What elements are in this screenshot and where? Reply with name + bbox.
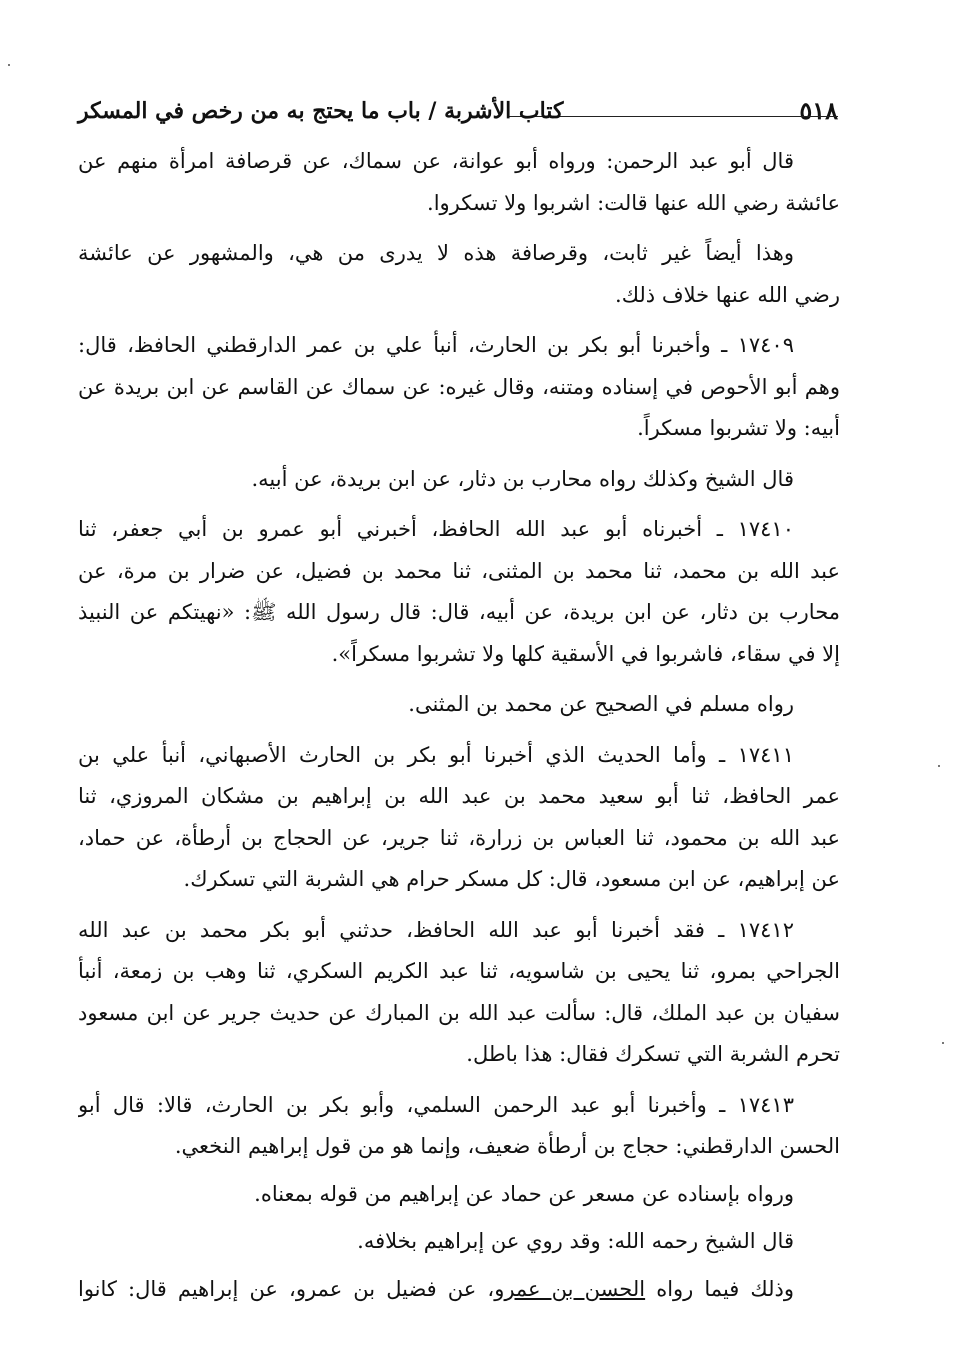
text-line: قال أبو عبد الرحمن: ورواه أبو عوانة، عن سماك، عن قرصافة امرأة منهم عن	[78, 149, 794, 173]
text-line: أبيه: ولا تشربوا مسكراً.	[637, 416, 840, 440]
running-title: كتاب الأشربة / باب ما يحتج به من رخص في المسكر	[78, 98, 564, 124]
scan-speck	[942, 1042, 944, 1044]
paragraph-hadith-17411	[78, 735, 840, 901]
page-body	[78, 141, 840, 1316]
text-run: ، عن فضيل بن عمرو، عن إبراهيم قال: كانوا	[78, 1276, 495, 1301]
text-line: رضي الله عنها خلاف ذلك.	[615, 282, 840, 307]
text-line: ١٧٤١١ ـ وأما الحديث الذي أخبرنا أبو بكر بن الحارث الأصبهاني، أنبأ علي بن	[78, 742, 794, 767]
text-line: عبد الله بن محمد، ثنا محمد بن المثنى، ثنا محمد بن فضيل، عن ضرار بن مرة، عن	[78, 558, 840, 583]
paragraph	[78, 1269, 840, 1311]
paragraph-hadith-17412	[78, 910, 840, 1076]
text-line: رواه مسلم في الصحيح عن محمد بن المثنى.	[408, 692, 794, 716]
text-line: محارب بن دثار، عن ابن بريدة، عن أبيه، قال: قال رسول الله ﷺ: «نهيتكم عن النبيذ	[78, 600, 840, 624]
paragraph-hadith-17413	[78, 1085, 840, 1168]
underlined-name: الحسن بن عمرو	[494, 1276, 646, 1301]
text-run: وذلك فيما رواه	[645, 1276, 794, 1301]
paragraph	[78, 141, 840, 224]
text-line: ١٧٤١٠ ـ أخبرناه أبو عبد الله الحافظ، أخبرني أبو عمرو بن أبي جعفر، ثنا	[78, 517, 794, 541]
scan-speck	[8, 64, 10, 66]
text-line: وهذا أيضاً غير ثابت، وقرصافة هذه لا يدرى من هي، والمشهور عن عائشة	[78, 241, 794, 265]
text-line: قال الشيخ وكذلك رواه محارب بن دثار، عن ابن بريدة، عن أبيه.	[251, 466, 794, 491]
page-number: ٥١٨	[799, 96, 838, 125]
text-line: الجراحي بمرو، ثنا يحيى بن شاسويه، ثنا عبد الكريم السكري، ثنا وهب بن زمعة، أنبأ	[78, 959, 840, 983]
text-line: ورواه بإسناده عن مسعر عن حماد عن إبراهيم من قوله بمعناه.	[254, 1181, 794, 1206]
paragraph-hadith-17410	[78, 509, 840, 675]
paragraph	[78, 684, 840, 726]
text-line: ١٧٤١٣ ـ وأخبرنا أبو عبد الرحمن السلمي، وأبو بكر بن الحارث، قالا: قال أبو	[78, 1092, 794, 1117]
text-line: سفيان بن عبد الملك، قال: سألت عبد الله بن المبارك عن حديث جرير عن ابن مسعود	[78, 1000, 840, 1025]
running-header	[78, 96, 838, 136]
paragraph	[78, 233, 840, 316]
text-line: عمر الحافظ، ثنا أبو سعيد محمد بن عبد الله بن إبراهيم بن مشكان المروزي، ثنا	[78, 784, 840, 808]
text-line: عائشة رضي الله عنها قالت: اشربوا ولا تسكروا.	[427, 190, 840, 215]
text-line: عبد الله بن محمود، ثنا العباس بن زرارة، ثنا جرير، عن الحجاج بن أرطأة، عن حماد،	[78, 825, 840, 850]
text-line: عن إبراهيم، عن ابن مسعود، قال: كل مسكر حرام هي الشربة التي تسكرك.	[183, 867, 840, 891]
text-line: قال الشيخ رحمه الله: وقد روي عن إبراهيم بخلافه.	[357, 1229, 794, 1253]
scan-speck	[938, 765, 940, 767]
text-line: وهم أبو الأحوص في إسناده ومتنه، وقال غيره: عن سماك عن القاسم عن ابن بريدة عن	[78, 374, 840, 399]
paragraph	[78, 1174, 840, 1216]
paragraph-hadith-17409	[78, 325, 840, 450]
text-line: إلا في سقاء، فاشربوا في الأسقية كلها ولا تشربوا مسكراً».	[331, 641, 840, 666]
paragraph	[78, 1221, 840, 1263]
text-line: ١٧٤١٢ ـ فقد أخبرنا أبو عبد الله الحافظ، حدثني أبو بكر محمد بن عبد الله	[78, 917, 794, 942]
text-line	[78, 1269, 840, 1311]
text-line: ١٧٤٠٩ ـ وأخبرنا أبو بكر بن الحارث، أنبأ علي بن عمر الدارقطني الحافظ، قال:	[78, 333, 794, 357]
text-line: الحسن الدارقطني: حجاج بن أرطأة ضعيف، وإنما هو من قول إبراهيم النخعي.	[174, 1134, 840, 1158]
paragraph	[78, 459, 840, 501]
text-line: تحرم الشربة التي تسكرك فقال: هذا باطل.	[466, 1042, 840, 1066]
